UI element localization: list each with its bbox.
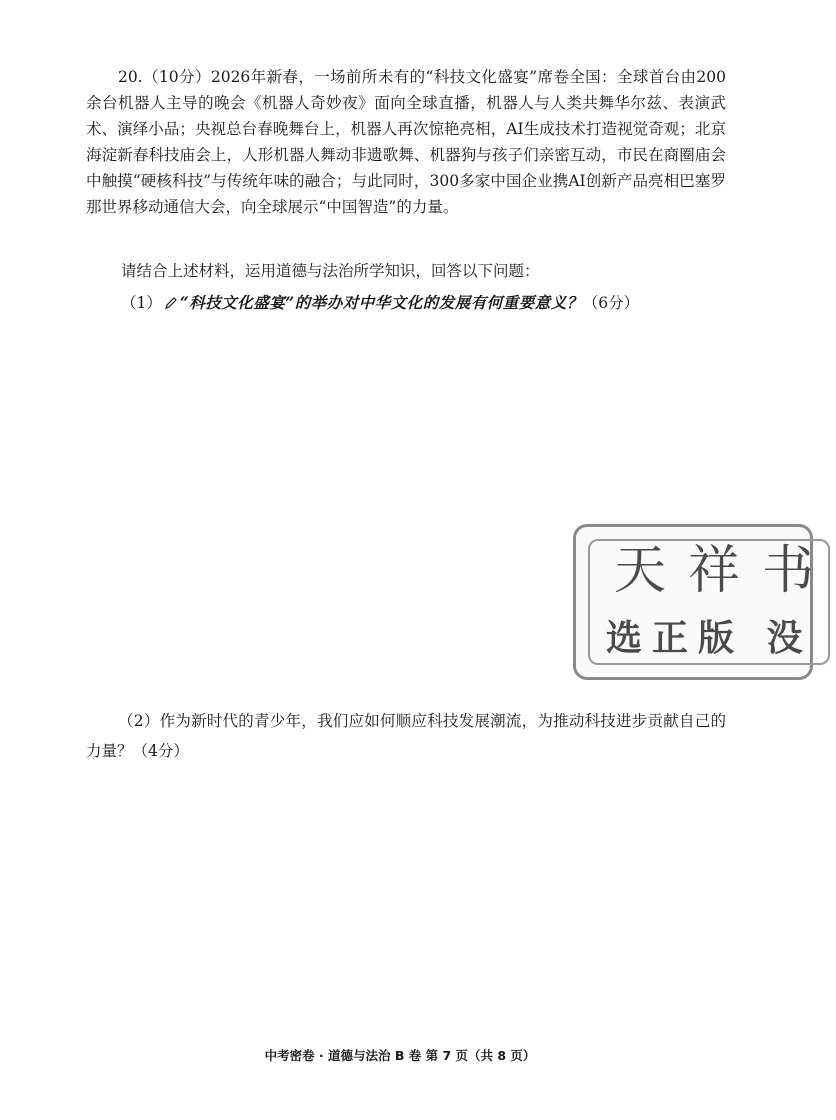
material-text: 2026年新春，一场前所未有的“科技文化盛宴”席卷全国：全球首台由200余台机器人主导的晚会《机器人奇妙夜》面向全球直播，机器人与人类共舞华尔兹、表演武术、演绎小品；央视总台春晚舞台上，机器人再次惊艳亮相，AI生成技术打造视觉奇观；北京海淀新春科技庙会上，人形机器人舞动非遗歌舞、机器狗与孩子们亲密互动，市民在商圈庙会中触摸“硬核科技”与传统年味的融合；与此同时，300多家中国企业携AI创新产品亮相巴塞罗那世界移动通信大会，向全球展示“中国智造”的力量。 xyxy=(86,68,726,216)
material-paragraph xyxy=(86,64,726,220)
sub1-prefix: （1） xyxy=(121,294,162,312)
stamp-line-1: 天祥书 xyxy=(614,541,836,601)
sub1-handwritten-text: “科技文化盛宴”的举办对中华文化的发展有何重要意义？ xyxy=(179,293,583,312)
sub1-score: （6分） xyxy=(582,294,640,312)
sub-question-1 xyxy=(121,290,741,316)
instruction-text: 请结合上述材料，运用道德与法治所学知识，回答以下问题： xyxy=(121,262,540,280)
watermark-stamp xyxy=(573,524,836,680)
stamp-line-2: 选正版 没 xyxy=(606,618,813,659)
pen-icon xyxy=(164,296,178,310)
page-footer: 中考密卷 · 道德与法治 B 卷 第 7 页（共 8 页） xyxy=(264,1048,536,1063)
sub-question-2: （2）作为新时代的青少年，我们应如何顺应科技发展潮流，为推动科技进步贡献自己的力量？（4分） xyxy=(86,712,726,760)
question-number: 20.（10分） xyxy=(118,68,211,86)
